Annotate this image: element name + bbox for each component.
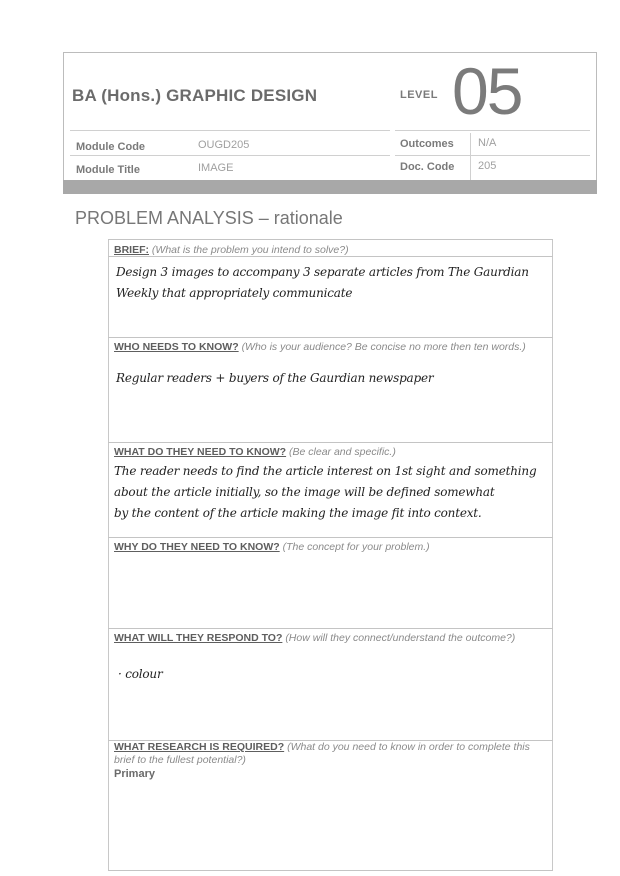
who-answer-line: Regular readers + buyers of the Gaurdian newspaper bbox=[116, 371, 434, 385]
outcomes-value: N/A bbox=[478, 137, 497, 149]
who-title: WHO NEEDS TO KNOW? bbox=[114, 341, 239, 353]
section-divider bbox=[108, 442, 553, 443]
section-divider bbox=[108, 870, 553, 871]
header-rule bbox=[70, 130, 390, 131]
section-divider bbox=[108, 628, 553, 629]
header-rule bbox=[70, 155, 390, 156]
what-answer-line: The reader needs to find the article interest on 1st sight and something bbox=[114, 464, 537, 478]
what-title: WHAT DO THEY NEED TO KNOW? bbox=[114, 446, 287, 458]
module-code-label: Module Code bbox=[76, 141, 146, 153]
brief-prompt: (What is the problem you intend to solve?) bbox=[151, 244, 349, 256]
respond-prompt: (How will they connect/understand the outcome?) bbox=[285, 632, 516, 644]
research-prompt: (What do you need to know in order to complete this brief to the fullest potential?) bbox=[114, 741, 530, 766]
respond-question bbox=[114, 632, 544, 645]
what-answer-line: about the article initially, so the image will be defined somewhat bbox=[114, 485, 495, 499]
why-question bbox=[114, 541, 544, 554]
what-prompt: (Be clear and specific.) bbox=[289, 446, 396, 458]
who-question bbox=[114, 341, 544, 354]
research-question bbox=[114, 741, 544, 767]
respond-title: WHAT WILL THEY RESPOND TO? bbox=[114, 632, 283, 644]
course-title: BA (Hons.) GRAPHIC DESIGN bbox=[72, 86, 318, 105]
header-rule bbox=[395, 130, 590, 131]
research-title: WHAT RESEARCH IS REQUIRED? bbox=[114, 741, 285, 753]
who-prompt: (Who is your audience? Be concise no more then ten words.) bbox=[241, 341, 526, 353]
header-rule bbox=[395, 155, 590, 156]
doc-code-value: 205 bbox=[478, 160, 497, 172]
brief-answer-line: Design 3 images to accompany 3 separate articles from The Gaurdian bbox=[116, 265, 529, 279]
brief-question bbox=[114, 244, 544, 257]
header-divider bbox=[470, 133, 471, 180]
respond-answer-line: · colour bbox=[118, 667, 163, 681]
what-answer-line: by the content of the article making the image fit into context. bbox=[114, 506, 482, 520]
brief-title: BRIEF: bbox=[114, 244, 149, 256]
outcomes-label: Outcomes bbox=[400, 138, 454, 150]
form-frame bbox=[108, 239, 553, 871]
section-divider bbox=[108, 239, 553, 240]
section-divider bbox=[108, 337, 553, 338]
level-label: LEVEL bbox=[400, 89, 438, 101]
what-question bbox=[114, 446, 544, 459]
module-code-value: OUGD205 bbox=[198, 139, 250, 151]
level-number: 05 bbox=[452, 54, 522, 128]
why-title: WHY DO THEY NEED TO KNOW? bbox=[114, 541, 280, 553]
module-title-value: IMAGE bbox=[198, 162, 234, 174]
module-title-label: Module Title bbox=[76, 164, 140, 176]
primary-label: Primary bbox=[114, 768, 155, 780]
section-heading: PROBLEM ANALYSIS – rationale bbox=[75, 208, 343, 228]
why-prompt: (The concept for your problem.) bbox=[282, 541, 430, 553]
doc-code-label: Doc. Code bbox=[400, 161, 455, 173]
header-gray-bar bbox=[63, 180, 597, 194]
section-divider bbox=[108, 537, 553, 538]
brief-answer-line: Weekly that appropriately communicate bbox=[116, 286, 353, 300]
